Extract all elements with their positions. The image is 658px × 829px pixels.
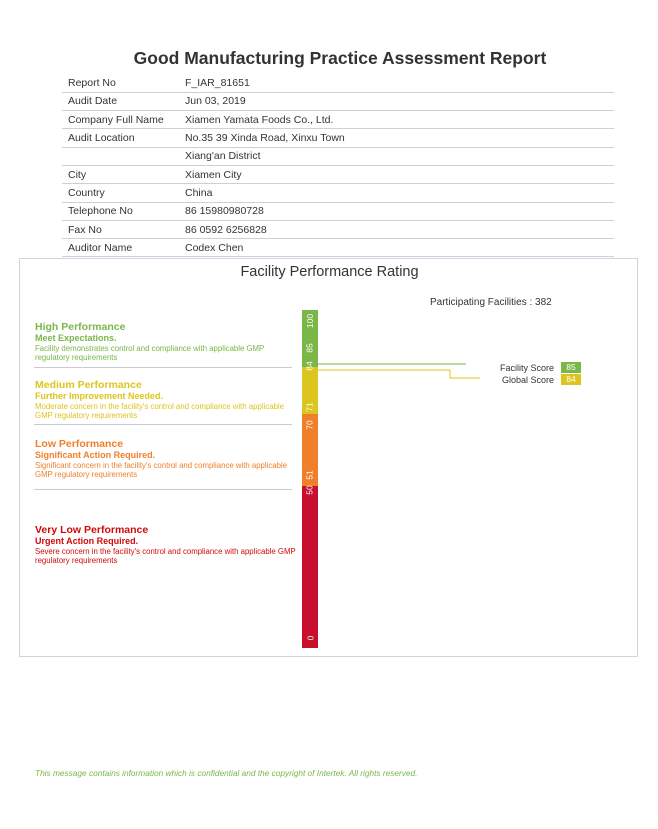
confidentiality-footer: This message contains information which is confidential and the copyright of Intertek. All rights reserved. — [35, 768, 418, 778]
band-subheading: Further Improvement Needed. — [35, 391, 164, 401]
row-value: Xiang'an District — [179, 147, 614, 165]
band-heading: High Performance — [35, 321, 126, 333]
row-label: City — [62, 165, 179, 183]
row-value: China — [179, 184, 614, 202]
row-label: Country — [62, 184, 179, 202]
band-description: Significant concern in the facility's control and compliance with applicable GMP regulatory requirements — [35, 461, 287, 479]
row-label: Telephone No — [62, 202, 179, 220]
row-label: Report No — [62, 74, 179, 92]
band-description: Facility demonstrates control and compliance with applicable GMP regulatory requirements — [35, 344, 265, 362]
scale-tick: 51 — [305, 470, 315, 480]
row-value: No.35 39 Xinda Road, Xinxu Town — [179, 129, 614, 147]
scale-tick: 70 — [305, 420, 315, 430]
row-value: F_IAR_81651 — [179, 74, 614, 92]
scale-tick: 71 — [305, 402, 315, 412]
facility-score-label: Facility Score — [499, 363, 554, 373]
row-value: Jun 03, 2019 — [179, 92, 614, 110]
row-label: Fax No — [62, 220, 179, 238]
rating-title: Facility Performance Rating — [240, 264, 419, 280]
scale-tick: 50 — [305, 485, 315, 495]
scale-tick: 100 — [305, 313, 315, 329]
row-value: Xiamen City — [179, 165, 614, 183]
report-title: Good Manufacturing Practice Assessment Report — [133, 48, 547, 68]
global-score-badge: 84 — [561, 374, 581, 385]
global-score-label: Global Score — [501, 375, 554, 385]
scale-tick: 85 — [305, 343, 315, 353]
participating-count: 382 — [535, 297, 552, 308]
row-value: Xiamen Yamata Foods Co., Ltd. — [179, 111, 614, 129]
band-subheading: Significant Action Required. — [35, 450, 156, 460]
global-score-line — [318, 370, 480, 378]
scale-tick: 84 — [305, 361, 315, 371]
band-subheading: Urgent Action Required. — [35, 536, 139, 546]
row-label: Auditor Name — [62, 239, 179, 257]
row-value: Codex Chen — [179, 239, 614, 257]
band-heading: Low Performance — [35, 438, 124, 450]
row-label: Company Full Name — [62, 111, 179, 129]
row-value: 86 0592 6256828 — [179, 220, 614, 238]
facility-score-badge: 85 — [561, 362, 581, 373]
row-label: Audit Location — [62, 129, 179, 147]
participating-label: Participating Facilities : — [430, 297, 533, 308]
band-heading: Medium Performance — [35, 379, 142, 391]
row-label: Audit Date — [62, 92, 179, 110]
band-description: Moderate concern in the facility's control and compliance with applicable GMP regulatory requirements — [35, 402, 284, 420]
band-subheading: Meet Expectations. — [35, 333, 117, 343]
band-heading: Very Low Performance — [35, 524, 149, 536]
scale-tick: 0 — [304, 635, 315, 641]
band-description: Severe concern in the facility's control and compliance with applicable GMP regulatory requirements — [35, 547, 296, 565]
row-value: 86 15980980728 — [179, 202, 614, 220]
